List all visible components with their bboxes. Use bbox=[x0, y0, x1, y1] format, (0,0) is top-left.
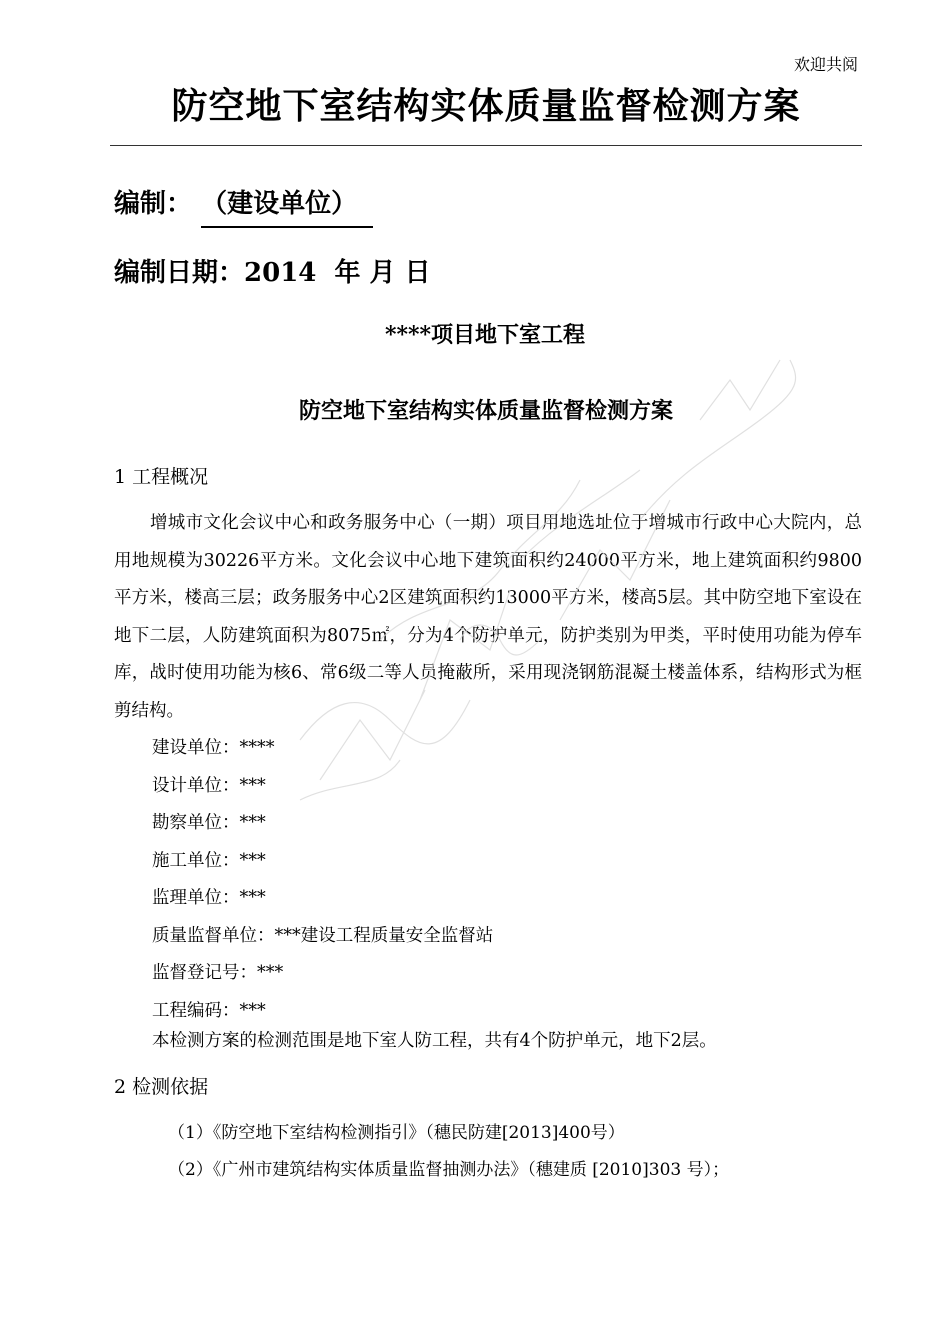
document-title: 防空地下室结构实体质量监督检测方案 bbox=[171, 85, 801, 127]
reference-item: （1）《防空地下室结构检测指引》（穗民防建[2013]400号） bbox=[168, 1123, 625, 1143]
list-item: 建设单位：**** bbox=[152, 738, 275, 758]
overview-paragraph: 增城市文化会议中心和政务服务中心（一期）项目用地选址位于增城市行政中心大院内，总用地规模为30226平方米。文化会议中心地下建筑面积约24000平方米，地上建筑面积约9800平方米，楼高三层；政务服务中心2区建筑面积约13000平方米，楼高5层。其中防空地下室设在地下二层，人防建筑面积为8075㎡，分为4个防护单元，防护类别为甲类，平时使用功能为停车库，战时使用功能为核6、常6级二等人员掩蔽所，采用现浇钢筋混凝土楼盖体系，结构形式为框剪结构。 bbox=[114, 513, 862, 721]
scope-statement: 本检测方案的检测范围是地下室人防工程，共有4个防护单元，地下2层。 bbox=[152, 1031, 717, 1051]
date-year: 2014 bbox=[244, 258, 317, 288]
reference-list bbox=[168, 1115, 729, 1189]
compiler-label: 编制： bbox=[114, 189, 193, 219]
list-item: 工程编码：*** bbox=[152, 1000, 266, 1021]
section-heading-basis: 2 检测依据 bbox=[114, 1076, 209, 1098]
title-divider bbox=[110, 145, 862, 146]
reference-item: （2）《广州市建筑结构实体质量监督抽测办法》（穗建质 [2010]303 号）； bbox=[168, 1160, 730, 1180]
project-info-list bbox=[152, 730, 493, 1030]
list-item: 监督登记号：*** bbox=[152, 963, 284, 983]
date-label: 编制日期： bbox=[114, 258, 245, 288]
header-note: 欢迎共阅 bbox=[793, 55, 858, 74]
list-item: 质量监督单位：***建设工程质量安全监督站 bbox=[152, 925, 494, 946]
date-row bbox=[114, 252, 431, 289]
list-item: 施工单位：*** bbox=[152, 850, 266, 871]
project-title: ****项目地下室工程 bbox=[384, 322, 586, 348]
plan-title: 防空地下室结构实体质量监督检测方案 bbox=[298, 398, 673, 424]
date-rest: 年 月 日 bbox=[334, 258, 431, 288]
compiler-value: （建设单位） bbox=[201, 183, 373, 228]
list-item: 监理单位：*** bbox=[152, 888, 266, 908]
list-item: 勘察单位：*** bbox=[152, 813, 266, 833]
section-heading-overview: 1 工程概况 bbox=[114, 466, 209, 488]
list-item: 设计单位：*** bbox=[152, 775, 266, 796]
compiler-row bbox=[114, 183, 373, 228]
